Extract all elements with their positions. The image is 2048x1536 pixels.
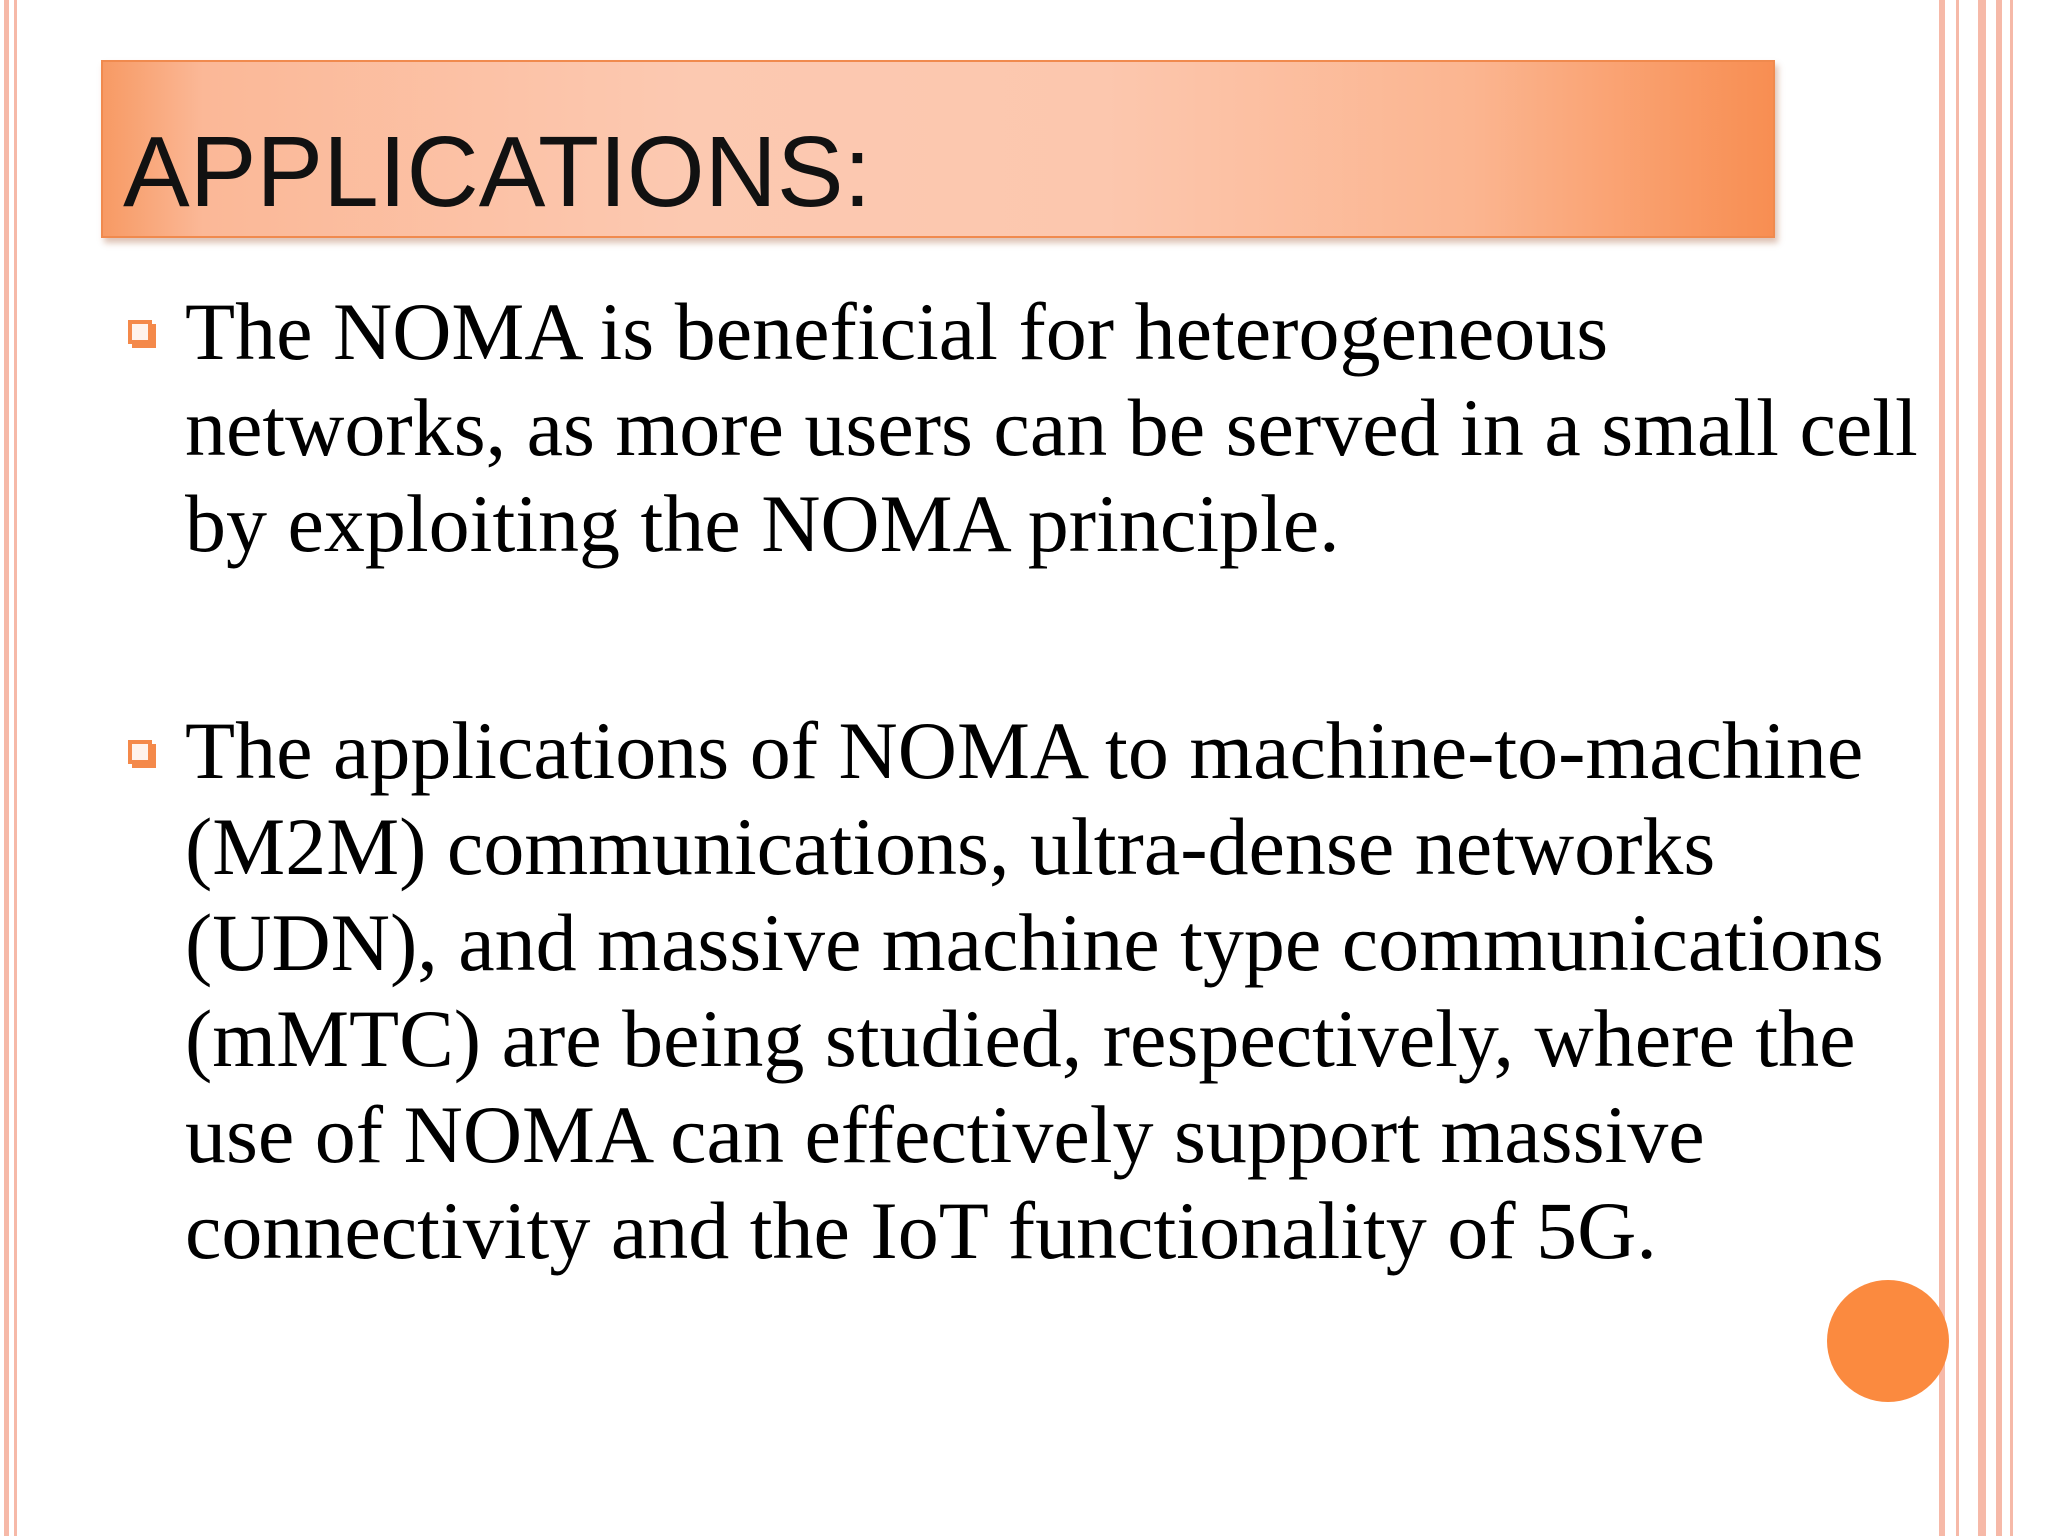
right-border-decoration <box>1938 0 2048 1536</box>
bullet-text: The applications of NOMA to machine-to-machine (M2M) communications, ultra-dense networks (UDN), and massive machine type communications (mMTC) are being studied, respectively, where the use of NOMA can effectively support massive connectivity and the IoT functionality of 5G. <box>185 705 1884 1276</box>
bullet-square-icon <box>128 740 152 764</box>
slide-title: APPLICATIONS: <box>123 116 872 228</box>
bullet-item <box>185 284 1945 572</box>
bullet-square-icon <box>128 320 152 344</box>
left-border-decoration <box>0 0 22 1536</box>
title-banner <box>101 60 1775 238</box>
orange-circle-decoration <box>1827 1280 1949 1402</box>
bullet-item <box>185 703 1945 1279</box>
bullet-text: The NOMA is beneficial for heterogeneous networks, as more users can be served in a small cell by exploiting the NOMA principle. <box>185 286 1918 569</box>
